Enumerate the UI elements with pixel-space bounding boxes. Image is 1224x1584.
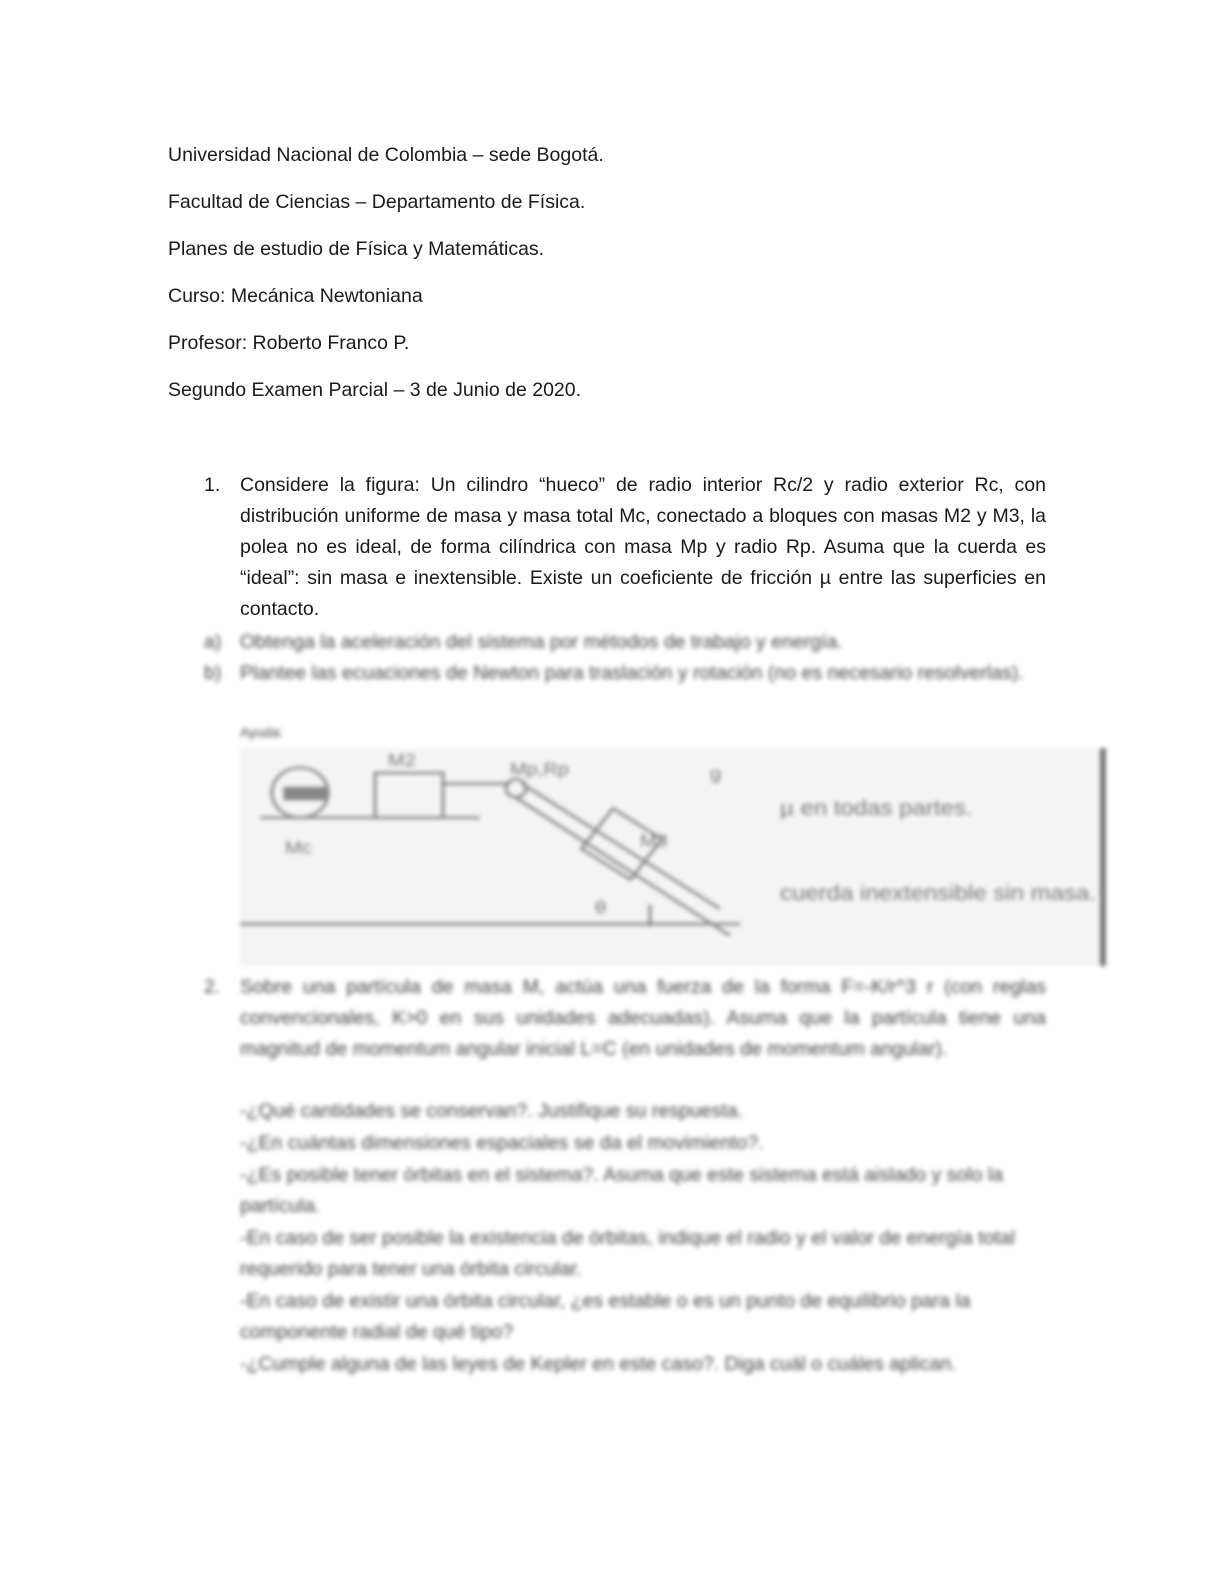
note-friction: µ en todas partes. <box>780 795 973 820</box>
part-b-label: b) <box>204 662 222 684</box>
note-rope: cuerda inextensible sin masa. <box>780 880 1097 905</box>
header-course: Curso: Mecánica Newtoniana <box>168 285 423 307</box>
label-g: g <box>710 764 722 784</box>
question-1-number: 1. <box>204 474 221 496</box>
q2-item: -¿Qué cantidades se conservan?. Justifique su respuesta. <box>240 1100 743 1122</box>
question-1-body: Considere la figura: Un cilindro “hueco” de radio interior Rc/2 y radio exterior Rc, con distribución uniforme de masa y masa total Mc, conectado a bloques con masas M2 y M3, la polea no es ideal, de forma cilíndrica con masa Mp y radio Rp. Asuma que la cuerda es “ideal”: sin masa e inextensible. Existe un coeficiente de fricción µ entre las superficies en contacto. <box>240 474 1046 620</box>
header-university: Universidad Nacional de Colombia – sede Bogotá. <box>168 144 604 166</box>
question-2-text: Sobre una partícula de masa M, actúa una fuerza de la forma F=-K/r^3 r (con reglas convencionales, K>0 en sus unidades adecuadas). Asuma que la partícula tiene una magnitud de momentum angular inicial L=C (en unidades de momentum angular). <box>240 976 1046 1060</box>
problem-figure <box>240 748 1106 966</box>
header-professor: Profesor: Roberto Franco P. <box>168 332 410 354</box>
question-2-number: 2. <box>204 976 221 998</box>
header-programs: Planes de estudio de Física y Matemáticas. <box>168 238 545 260</box>
label-theta: θ <box>595 898 607 918</box>
q2-item: -¿Cumple alguna de las leyes de Kepler en este caso?. Diga cuál o cuáles aplican. <box>240 1353 957 1375</box>
label-mp: Mp,Rp <box>510 759 569 780</box>
q2-item: -En caso de existir una órbita circular, ¿es estable o es un punto de equilibrio para la componente radial de qué tipo? <box>240 1290 971 1343</box>
label-m2: M2 <box>388 750 416 771</box>
header-exam: Segundo Examen Parcial – 3 de Junio de 2020. <box>168 379 582 401</box>
q2-item: -En caso de ser posible la existencia de órbitas, indique el radio y el valor de energía total requerido para tener una órbita circular. <box>240 1227 1016 1280</box>
label-m3: M3 <box>640 831 668 851</box>
header-faculty: Facultad de Ciencias – Departamento de Física. <box>168 191 586 213</box>
question-1-text <box>240 470 1046 625</box>
q2-item: -¿En cuántas dimensiones espaciales se da el movimiento?. <box>240 1132 764 1154</box>
label-mc: Mc <box>285 838 312 859</box>
q2-item: -¿Es posible tener órbitas en el sistema?. Asuma que este sistema está aislado y solo la partícula. <box>240 1164 1004 1217</box>
part-b-text: Plantee las ecuaciones de Newton para traslación y rotación (no es necesario resolverlas). <box>240 662 1024 684</box>
help-label: Ayuda: <box>240 724 284 740</box>
part-a-text: Obtenga la aceleración del sistema por métodos de trabajo y energía. <box>240 631 843 653</box>
part-a-label: a) <box>204 631 222 653</box>
